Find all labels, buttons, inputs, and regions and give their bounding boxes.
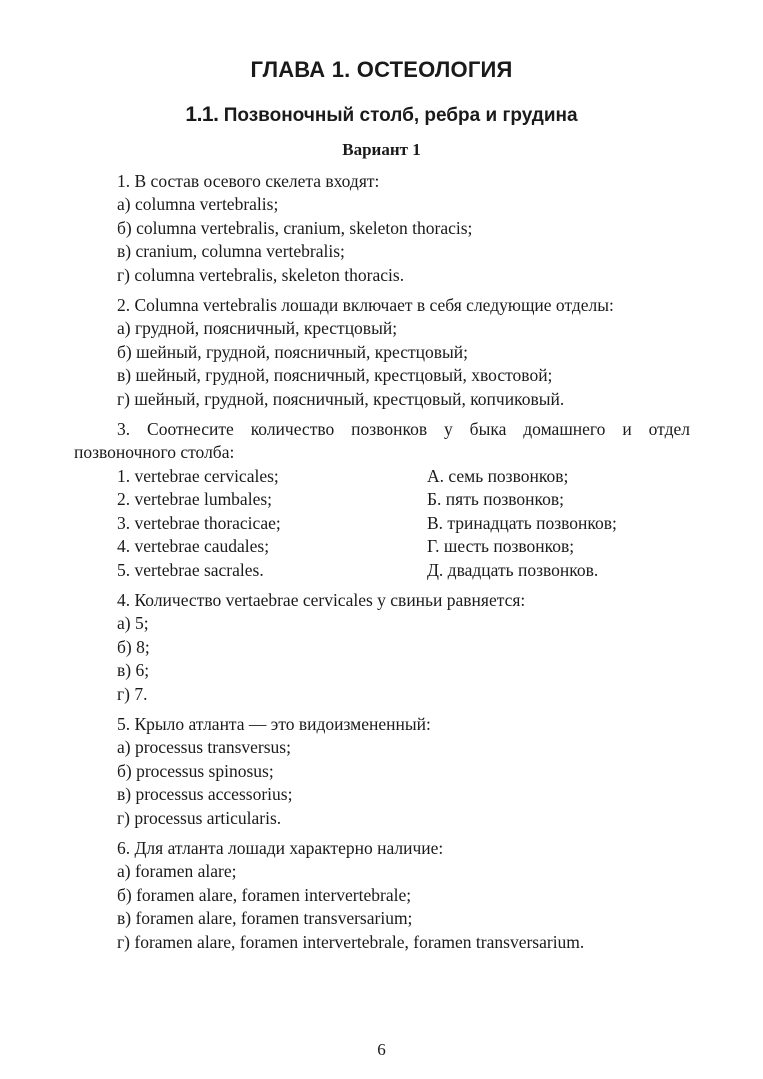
answer-option: б) processus spinosus; (117, 760, 274, 781)
match-right-item: Г. шесть позвонков; (427, 536, 575, 557)
match-left-item: 2. vertebrae lumbales; (117, 489, 273, 510)
match-row (74, 512, 690, 535)
answer-option: а) foramen alare; (117, 861, 237, 882)
question-text: 6. Для атланта лошади характерно наличие: (117, 837, 444, 858)
question-text: 2. Columna vertebralis лошади включает в себя следующие отделы: (117, 295, 614, 316)
answer-option: г) шейный, грудной, поясничный, крестцовый, копчиковый. (117, 388, 565, 409)
chapter-title: ГЛАВА 1. ОСТЕОЛОГИЯ (250, 57, 513, 82)
match-right-item: Б. пять позвонков; (427, 489, 564, 510)
page-number: 6 (377, 1040, 386, 1059)
match-right-item: Д. двадцать позвонков. (427, 559, 599, 580)
answer-option: б) шейный, грудной, поясничный, крестцовый; (117, 341, 469, 362)
answer-option: а) columna vertebralis; (117, 194, 279, 215)
question-4 (74, 589, 690, 706)
answer-option: г) 7. (117, 683, 148, 704)
variant-heading: Вариант 1 (342, 140, 421, 159)
answer-option: в) foramen alare, foramen transversarium; (117, 908, 413, 929)
answer-option: б) columna vertebralis, cranium, skeleton thoracis; (117, 217, 473, 238)
match-left-item: 5. vertebrae sacrales. (117, 559, 264, 580)
match-right-item: В. тринадцать позвонков; (427, 512, 617, 533)
question-2 (74, 294, 690, 411)
section-title (0, 103, 763, 127)
answer-option: б) 8; (117, 636, 150, 657)
answer-option: б) foramen alare, foramen intervertebrale; (117, 884, 412, 905)
question-5 (74, 713, 690, 830)
answer-option: а) 5; (117, 613, 149, 634)
answer-option: в) processus accessorius; (117, 784, 293, 805)
answer-option: в) cranium, columna vertebralis; (117, 241, 345, 262)
question-1 (74, 170, 690, 287)
answer-option: г) foramen alare, foramen intervertebrale, foramen transversarium. (117, 931, 585, 952)
section-name: Позвоночный столб, ребра и грудина (223, 105, 578, 126)
answer-option: г) columna vertebralis, skeleton thoracis. (117, 264, 405, 285)
answer-option: а) грудной, поясничный, крестцовый; (117, 318, 398, 339)
answer-option: в) шейный, грудной, поясничный, крестцовый, хвостовой; (117, 365, 553, 386)
questions-list (74, 170, 690, 961)
question-text: 4. Количество vertaebrae cervicales у свиньи равняется: (117, 589, 526, 610)
question-6 (74, 837, 690, 954)
question-text: 3. Соотнесите количество позвонков у быка домашнего и отдел позвоночного столба: (74, 419, 690, 463)
match-row (74, 465, 690, 488)
answer-option: а) processus transversus; (117, 737, 291, 758)
match-left-item: 4. vertebrae caudales; (117, 536, 270, 557)
match-row (74, 535, 690, 558)
match-row (74, 488, 690, 511)
match-row (74, 559, 690, 582)
question-text: 1. В состав осевого скелета входят: (117, 171, 380, 191)
section-number: 1.1. (185, 103, 219, 126)
match-left-item: 3. vertebrae thoracicae; (117, 512, 281, 533)
answer-option: г) processus articularis. (117, 807, 282, 828)
answer-option: в) 6; (117, 660, 150, 681)
match-left-item: 1. vertebrae cervicales; (117, 465, 279, 486)
question-text: 5. Крыло атланта — это видоизмененный: (117, 713, 431, 734)
question-3 (74, 418, 690, 582)
match-right-item: А. семь позвонков; (427, 465, 569, 486)
